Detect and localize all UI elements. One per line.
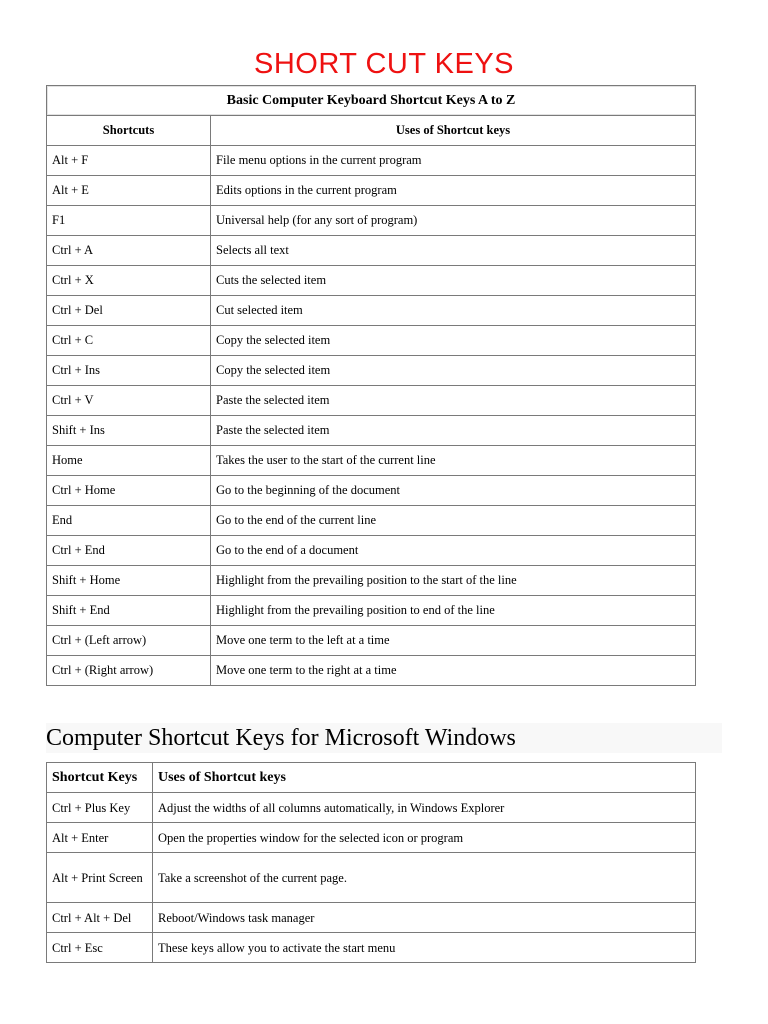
shortcut-use-cell: Cut selected item [211,296,696,326]
shortcut-use-cell: Highlight from the prevailing position to the start of the line [211,566,696,596]
shortcut-use-cell: Edits options in the current program [211,176,696,206]
shortcut-key-cell: Ctrl + Esc [47,933,153,963]
shortcut-table-windows [46,762,696,963]
shortcut-use-cell: Highlight from the prevailing position to end of the line [211,596,696,626]
table-row [47,356,696,386]
table-row [47,853,696,903]
shortcut-use-cell: File menu options in the current program [211,146,696,176]
shortcut-key-cell: Home [47,446,211,476]
shortcut-key-cell: Ctrl + End [47,536,211,566]
shortcut-use-cell: Paste the selected item [211,416,696,446]
section-heading-windows: Computer Shortcut Keys for Microsoft Windows [46,723,722,753]
shortcut-key-cell: Alt + Enter [47,823,153,853]
shortcut-key-cell: Ctrl + C [47,326,211,356]
table-row [47,793,696,823]
shortcut-key-cell: F1 [47,206,211,236]
shortcut-key-cell: Ctrl + Del [47,296,211,326]
shortcut-key-cell: Ctrl + X [47,266,211,296]
shortcut-use-cell: Universal help (for any sort of program) [211,206,696,236]
table-row [47,176,696,206]
shortcut-key-cell: Ctrl + V [47,386,211,416]
shortcut-key-cell: Shift + End [47,596,211,626]
table-row [47,506,696,536]
shortcut-use-cell: Adjust the widths of all columns automatically, in Windows Explorer [153,793,696,823]
table-row [47,386,696,416]
table-header-row [47,763,696,793]
table-row [47,476,696,506]
table-caption-row [47,86,696,116]
shortcut-use-cell: Takes the user to the start of the current line [211,446,696,476]
table-row [47,326,696,356]
shortcut-use-cell: Go to the end of a document [211,536,696,566]
shortcut-use-cell: Take a screenshot of the current page. [153,853,696,903]
shortcut-key-cell: Ctrl + (Right arrow) [47,656,211,686]
shortcut-key-cell: Alt + F [47,146,211,176]
table-row [47,933,696,963]
shortcut-use-cell: Move one term to the left at a time [211,626,696,656]
table-row [47,446,696,476]
table-row [47,416,696,446]
shortcut-key-cell: Shift + Ins [47,416,211,446]
shortcut-use-cell: Go to the end of the current line [211,506,696,536]
table-row [47,206,696,236]
shortcut-use-cell: Paste the selected item [211,386,696,416]
table-row [47,236,696,266]
shortcut-use-cell: These keys allow you to activate the start menu [153,933,696,963]
column-header-uses: Uses of Shortcut keys [211,116,696,146]
shortcut-use-cell: Selects all text [211,236,696,266]
shortcut-key-cell: Alt + E [47,176,211,206]
shortcut-key-cell: Ctrl + (Left arrow) [47,626,211,656]
table-row [47,823,696,853]
page-title: SHORT CUT KEYS [253,48,514,80]
shortcut-key-cell: Shift + Home [47,566,211,596]
table-row [47,903,696,933]
shortcut-use-cell: Copy the selected item [211,356,696,386]
shortcut-use-cell: Copy the selected item [211,326,696,356]
table-row [47,296,696,326]
column-header-shortcut-keys: Shortcut Keys [47,763,153,793]
shortcut-use-cell: Cuts the selected item [211,266,696,296]
column-header-uses: Uses of Shortcut keys [153,763,696,793]
shortcut-table-a-to-z [46,85,696,686]
table-row [47,566,696,596]
column-header-shortcuts: Shortcuts [47,116,211,146]
table-row [47,626,696,656]
shortcut-key-cell: Ctrl + A [47,236,211,266]
shortcut-key-cell: Ctrl + Ins [47,356,211,386]
shortcut-key-cell: Alt + Print Screen [47,853,153,903]
shortcut-use-cell: Go to the beginning of the document [211,476,696,506]
table-row [47,596,696,626]
table-row [47,656,696,686]
table-caption: Basic Computer Keyboard Shortcut Keys A to Z [47,86,696,116]
shortcut-key-cell: Ctrl + Alt + Del [47,903,153,933]
table-header-row [47,116,696,146]
shortcut-key-cell: Ctrl + Plus Key [47,793,153,823]
table-row [47,536,696,566]
shortcut-use-cell: Reboot/Windows task manager [153,903,696,933]
shortcut-key-cell: End [47,506,211,536]
table-row [47,146,696,176]
shortcut-key-cell: Ctrl + Home [47,476,211,506]
shortcut-use-cell: Move one term to the right at a time [211,656,696,686]
table-row [47,266,696,296]
shortcut-use-cell: Open the properties window for the selected icon or program [153,823,696,853]
